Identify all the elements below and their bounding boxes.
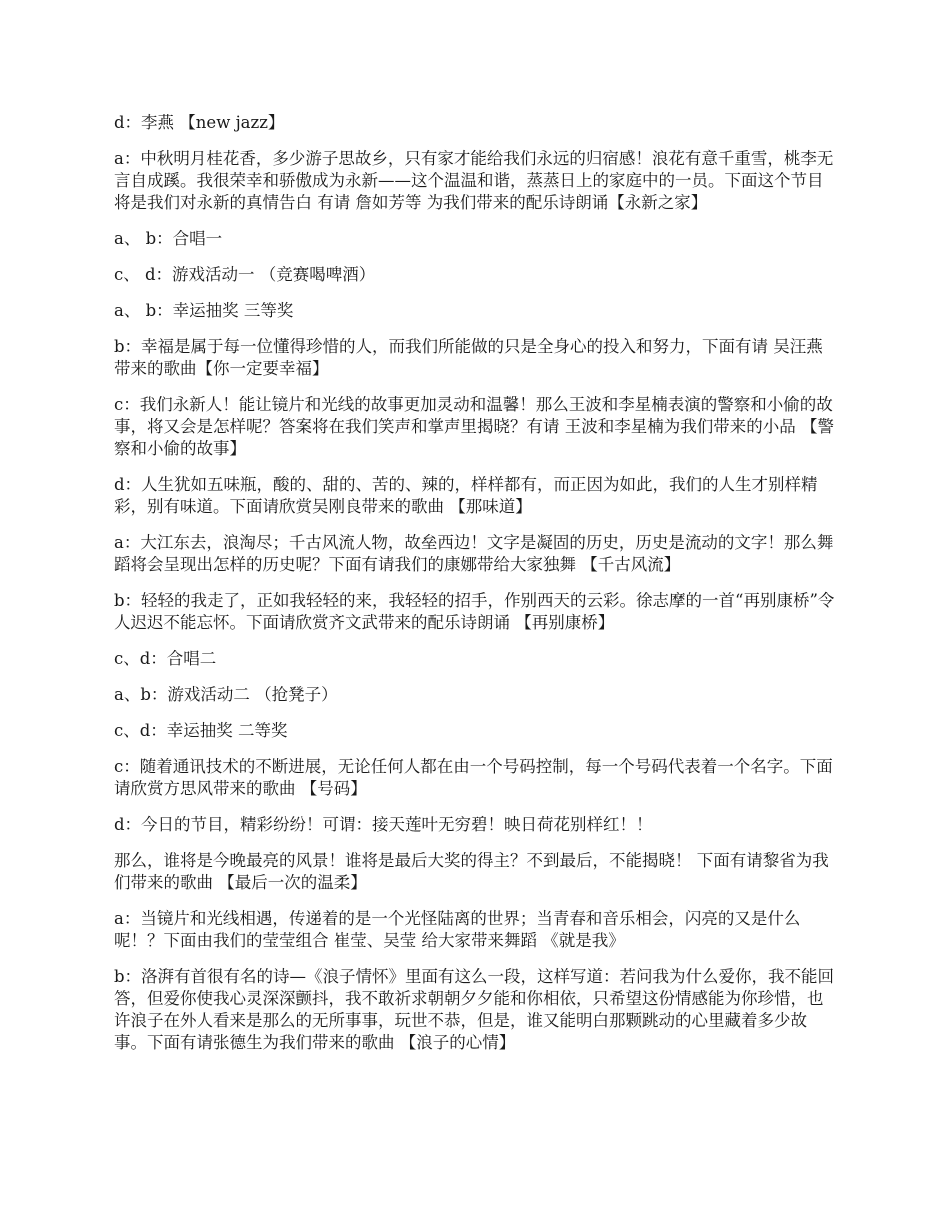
paragraph-18: b：洛湃有首很有名的诗—《浪子情怀》里面有这么一段，这样写道：若问我为什么爱你，我不能回答，但爱你使我心灵深深颤抖，我不敢祈求朝朝夕夕能和你相依，只希望这份情感能为你珍惜，也许浪子在外人看来是那么的无所事事，玩世不恭，但是，谁又能明白那颗跳动的心里藏着多少故事。下面有请张德生为我们带来的歌曲 【浪子的心情】 [114, 967, 835, 1052]
paragraph-14: c：随着通讯技术的不断进展，无论任何人都在由一个号码控制，每一个号码代表着一个名字。下面请欣赏方思风带来的歌曲 【号码】 [114, 757, 833, 798]
paragraph-13: c、d：幸运抽奖 二等奖 [114, 721, 288, 740]
paragraph-11: c、d：合唱二 [114, 649, 217, 668]
paragraph-1: d：李燕 【new jazz】 [114, 113, 285, 132]
paragraph-10: b：轻轻的我走了，正如我轻轻的来，我轻轻的招手，作别西天的云彩。徐志摩的一首“再别康桥”令人迟迟不能忘怀。下面请欣赏齐文武带来的配乐诗朗诵 【再别康桥】 [114, 591, 835, 632]
document-page [114, 112, 838, 1068]
paragraph-16: 那么，谁将是今晚最亮的风景！谁将是最后大奖的得主？不到最后，不能揭晓！ 下面有请黎省为我们带来的歌曲 【最后一次的温柔】 [114, 851, 829, 892]
paragraph-2: a：中秋明月桂花香，多少游子思故乡，只有家才能给我们永远的归宿感！浪花有意千重雪，桃李无言自成蹊。我很荣幸和骄傲成为永新——这个温温和谐，蒸蒸日上的家庭中的一员。下面这个节目将是我们对永新的真情告白 有请 詹如芳等 为我们带来的配乐诗朗诵【永新之家】 [114, 149, 834, 212]
paragraph-15: d：今日的节目，精彩纷纷！可谓：接天莲叶无穷碧！映日荷花别样红！！ [114, 815, 653, 834]
paragraph-12: a、b：游戏活动二 （抢凳子） [114, 685, 338, 704]
paragraph-3: a、 b：合唱一 [114, 229, 223, 248]
paragraph-7: c：我们永新人！能让镜片和光线的故事更加灵动和温馨！那么王波和李星楠表演的警察和小偷的故事，将又会是怎样呢？答案将在我们笑声和掌声里揭晓？有请 王波和李星楠为我们带来的小品 【警察和小偷的故事】 [114, 395, 834, 458]
paragraph-8: d：人生犹如五味瓶，酸的、甜的、苦的、辣的，样样都有，而正因为如此，我们的人生才别样精彩，别有味道。下面请欣赏吴刚良带来的歌曲 【那味道】 [114, 475, 818, 516]
paragraph-9: a：大江东去，浪淘尽；千古风流人物，故垒西边！文字是凝固的历史，历史是流动的文字！那么舞蹈将会呈现出怎样的历史呢？下面有请我们的康娜带给大家独舞 【千古风流】 [114, 533, 834, 574]
paragraph-4: c、 d：游戏活动一 （竞赛喝啤酒） [114, 265, 376, 284]
paragraph-17: a：当镜片和光线相遇，传递着的是一个光怪陆离的世界；当青春和音乐相会，闪亮的又是什么呢！？下面由我们的莹莹组合 崔莹、吴莹 给大家带来舞蹈 《就是我》 [114, 909, 801, 950]
paragraph-6: b：幸福是属于每一位懂得珍惜的人，而我们所能做的只是全身心的投入和努力，下面有请 吴汪燕带来的歌曲【你一定要幸福】 [114, 337, 823, 378]
paragraph-5: a、 b：幸运抽奖 三等奖 [114, 301, 294, 320]
